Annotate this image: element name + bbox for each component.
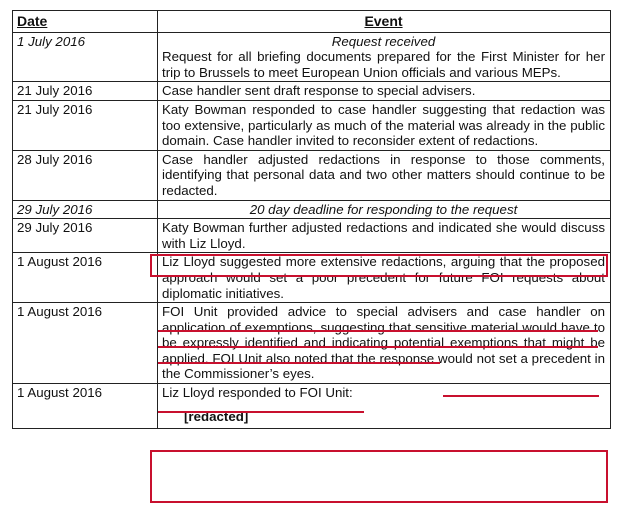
row-date: 1 August 2016 <box>13 253 158 303</box>
table-row-deadline <box>13 200 611 219</box>
table-row <box>13 100 611 150</box>
row-date: 1 August 2016 <box>13 384 158 429</box>
row-date: 21 July 2016 <box>13 100 158 150</box>
table-row <box>13 303 611 384</box>
row-event: Case handler sent draft response to special advisers. <box>158 82 611 101</box>
redacted-text: [redacted] <box>184 408 249 424</box>
event-title: Request received <box>331 33 436 49</box>
row-event-deadline: 20 day deadline for responding to the request <box>158 200 611 219</box>
row-event <box>158 303 611 384</box>
event-text-highlighted: sensitive material would have to be expressly identified <box>162 319 606 351</box>
response-highlight-box <box>150 450 608 503</box>
table-row <box>13 82 611 101</box>
row-date: 28 July 2016 <box>13 150 158 200</box>
row-event: Katy Bowman responded to case handler suggesting that redaction was too extensive, particularly as much of the material was already in the public domain. Case handler invited to reconsider extent of redactions. <box>158 100 611 150</box>
document-page <box>12 10 610 429</box>
row-event <box>158 384 611 429</box>
table-row <box>13 150 611 200</box>
table-row <box>13 219 611 253</box>
row-date: 29 July 2016 <box>13 200 158 219</box>
event-text: Request for all briefing documents prepared for the First Minister for her trip to Brussels to meet European Union officials and various MEPs. <box>162 49 605 80</box>
table-row-final <box>13 384 611 429</box>
table-header-row <box>13 11 611 33</box>
row-event-highlighted: Liz Lloyd suggested more extensive redactions, arguing that the proposed approach would set a poor precedent for future FOI requests about diplomatic initiatives. <box>158 253 611 303</box>
row-event <box>158 32 611 82</box>
row-date: 21 July 2016 <box>13 82 158 101</box>
row-event: Case handler adjusted redactions in response to those comments, identifying that personal data and two other matters should continue to be redacted. <box>158 150 611 200</box>
header-date: Date <box>13 11 158 33</box>
header-event: Event <box>158 11 611 33</box>
event-text: Liz Lloyd responded to FOI Unit: <box>162 385 353 401</box>
row-event: Katy Bowman further adjusted redactions and indicated she would discuss with Liz Lloyd. <box>158 219 611 253</box>
event-text-part: FOI Unit provided advice to special advisers and case handler on application of exemptions, suggesting that <box>162 304 605 335</box>
row-date: 1 July 2016 <box>13 32 158 82</box>
table-row <box>13 32 611 82</box>
timeline-table <box>12 10 611 429</box>
table-row <box>13 253 611 303</box>
row-date: 29 July 2016 <box>13 219 158 253</box>
event-text-part: and indicating potential exemptions that might be applied. FOI Unit also noted that the response would not set a precedent in the Commissioner’s eyes. <box>162 335 605 382</box>
row-date: 1 August 2016 <box>13 303 158 384</box>
